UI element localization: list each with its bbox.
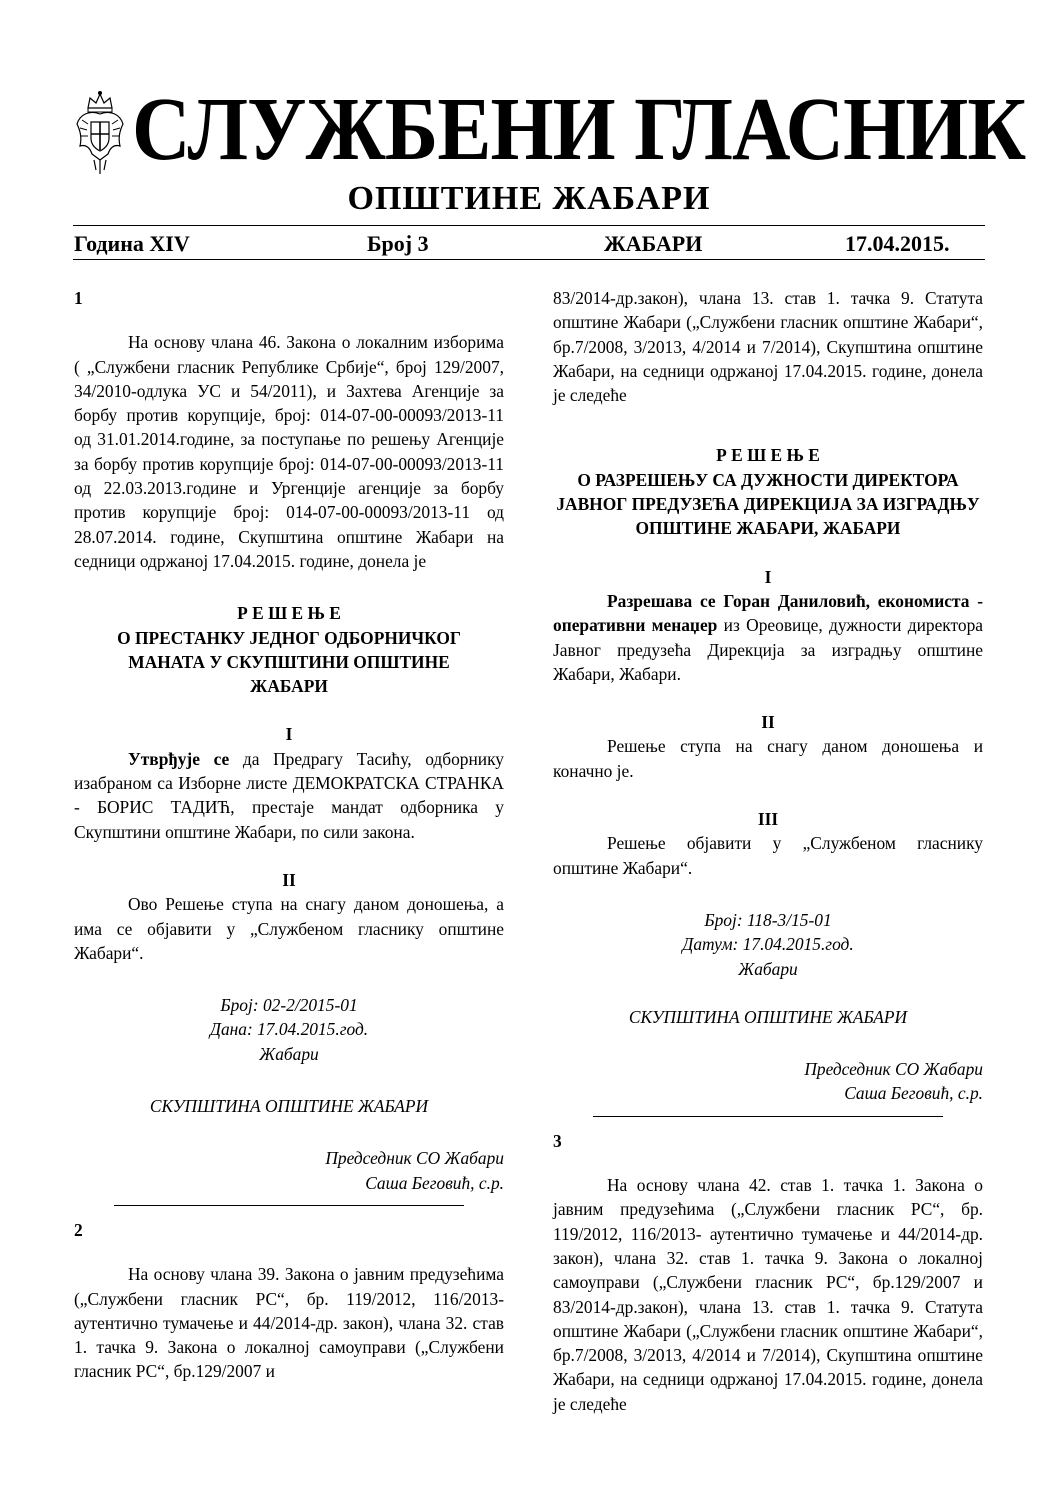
doc-preamble: На основу члана 42. став 1. тачка 1. Закона о јавним предузећима („Службени гласник РС“, бр. 119/2012, 116/2013- аутентично тумачење и 44/2014-др. закон), члана 32. став 1. тачка 9. Закона о локалној самоуправи („Службени гласник РС“, бр.129/2007 и 83/2014-др.закон), члана 13. став 1. тачка 9. Статута општине Жабари („Службени гласник општине Жабари“, бр.7/2008, 3/2013, 4/2014 и 7/2014), Скупштина општине Жабари, на седници одржаној 17.04.2015. године, донела је следеће <box>553 1175 983 1414</box>
header-rule-bottom <box>73 259 985 260</box>
doc-preamble: На основу члана 39. Закона о јавним предузећима („Службени гласник РС“, бр. 119/2012, 116/2013- аутентично тумачење и 44/2014-др. закон), члана 32. став 1. тачка 9. Закона о локалној самоуправи („Службени гласник РС“, бр.129/2007 и <box>74 1264 504 1382</box>
issue-number: Број 3 <box>367 231 429 256</box>
reference-place: Жабари <box>259 1043 319 1064</box>
section-text: Решење објавити у „Службеном гласнику општине Жабари“. <box>553 833 983 878</box>
separator-line <box>114 1205 464 1206</box>
left-column <box>74 286 504 1384</box>
doc-number: 1 <box>74 288 83 308</box>
doc-preamble: На основу члана 46. Закона о локалним изборима ( „Службени гласник Републике Србије“, број 129/2007, 34/2010-одлука УС и 54/2011), и Захтева Агенције за борбу против корупције, број: 014-07-00-00093/2013-11 од 31.01.2014.године, за поступање по решењу Агенције за борбу против корупције број: 014-07-00-00093/2013-11 од 22.03.2013.године и Ургенције агенције за борбу против корупције број: 014-07-00-00093/2013-11 од 28.07.2014. године, Скупштина општине Жабари на седници одржаној 17.04.2015. године, донела је <box>74 332 504 571</box>
president-title: Председник СО Жабари <box>325 1148 504 1169</box>
section-lead: Утврђује се <box>128 748 230 769</box>
section-text: Решење ступа на снагу даном доношења и коначно је. <box>553 736 983 781</box>
section-body: да Предрагу Тасићу, одборнику изабраном са Изборне листе ДЕМОКРАТСКА СТРАНКА - БОРИС ТАДИЋ, престаје мандат одборника у Скупштини општине Жабари, по сили закона. <box>74 748 504 842</box>
decision-subject: О РАЗРЕШЕЊУ СА ДУЖНОСТИ ДИРЕКТОРА ЈАВНОГ ПРЕДУЗЕЋА ДИРЕКЦИЈА ЗА ИЗГРАДЊУ ОПШТИНЕ ЖАБАРИ, ЖАБАРИ <box>556 469 980 539</box>
section-body: из Ореовице, дужности директора Јавног предузећа Дирекција за изградњу општине Жабари, Жабари. <box>553 615 983 684</box>
reference-number: Број: 118-3/15-01 <box>704 909 832 930</box>
decision-subject: О ПРЕСТАНКУ ЈЕДНОГ ОДБОРНИЧКОГ МАНАТА У СКУПШТИНИ ОПШТИНЕ ЖАБАРИ <box>117 627 461 697</box>
issue-place: ЖАБАРИ <box>604 231 703 256</box>
section-text: Ово Решење ступа на снагу даном доношења, а има се објавити у „Службеном гласнику општине Жабари“. <box>74 894 504 963</box>
assembly-name: СКУПШТИНА ОПШТИНЕ ЖАБАРИ <box>628 1006 908 1027</box>
reference-date: Дана: 17.04.2015.год. <box>209 1019 369 1040</box>
president-name: Саша Беговић, с.р. <box>365 1172 504 1193</box>
right-column <box>553 286 983 1416</box>
president-title: Председник СО Жабари <box>804 1059 983 1080</box>
section-numeral: I <box>285 724 293 745</box>
coat-of-arms-icon <box>74 90 126 176</box>
reference-place: Жабари <box>738 958 798 979</box>
decision-heading: Р Е Ш Е Њ Е <box>716 445 820 466</box>
issue-year: Година XIV <box>74 231 190 256</box>
assembly-name: СКУПШТИНА ОПШТИНЕ ЖАБАРИ <box>149 1096 429 1117</box>
doc-preamble-continued: 83/2014-др.закон), члана 13. став 1. тачка 9. Статута општине Жабари („Службени гласник општине Жабари“, бр.7/2008, 3/2013, 4/2014 и 7/2014), Скупштина општине Жабари, на седници одржаној 17.04.2015. године, донела је следеће <box>553 288 983 406</box>
reference-date: Датум: 17.04.2015.год. <box>682 934 854 955</box>
reference-number: Број: 02-2/2015-01 <box>220 995 358 1016</box>
issue-date: 17.04.2015. <box>845 231 950 256</box>
decision-heading: Р Е Ш Е Њ Е <box>237 603 341 624</box>
gazette-title: СЛУЖБЕНИ ГЛАСНИК <box>132 80 1026 179</box>
section-numeral: III <box>757 809 779 830</box>
section-text <box>74 747 504 844</box>
section-numeral: II <box>282 869 296 890</box>
doc-number: 3 <box>553 1130 562 1151</box>
gazette-subtitle: ОПШТИНЕ ЖАБАРИ <box>347 180 711 217</box>
separator-line <box>593 1116 943 1117</box>
doc-number: 2 <box>74 1219 83 1240</box>
header-rule-top <box>73 225 985 226</box>
section-lead: Разрешава се Горан Даниловић, економиста - оперативни менаџер <box>553 590 983 636</box>
section-text <box>553 589 983 686</box>
section-numeral: II <box>761 712 775 733</box>
section-numeral: I <box>764 566 772 587</box>
president-name: Саша Беговић, с.р. <box>844 1083 983 1104</box>
